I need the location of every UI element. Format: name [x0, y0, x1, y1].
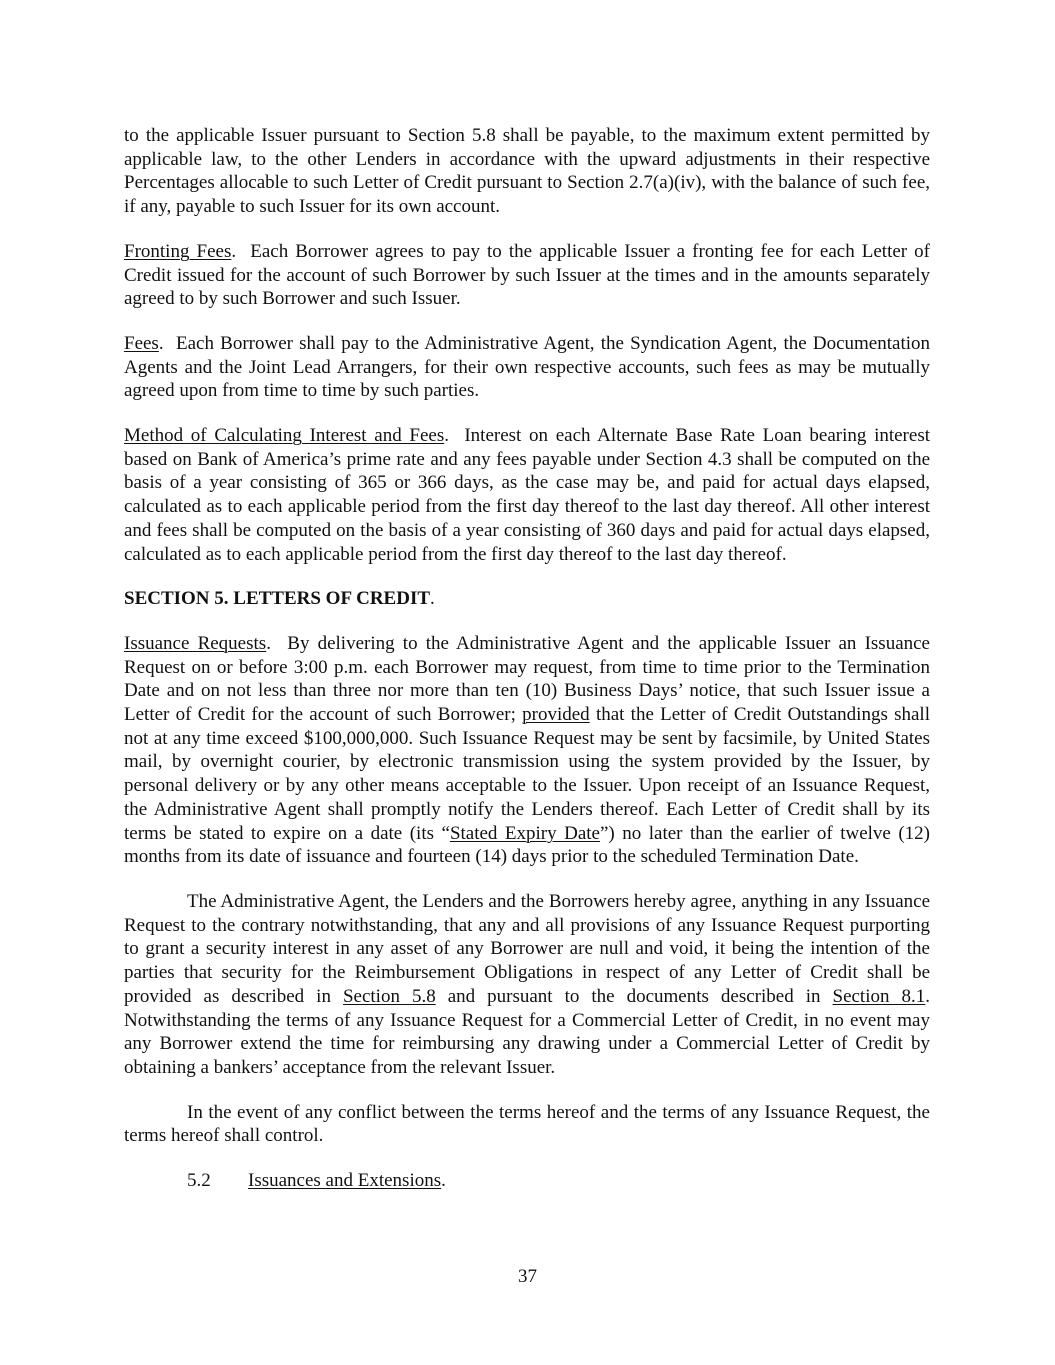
subsection-title-period: . [441, 1170, 446, 1192]
paragraph-text: Each Borrower agrees to pay to the applicable Issuer a fronting fee for each Letter of Credit issued for the account of such Borrower by such Issuer at the times and in the amounts separately agreed to by such Borrower and such Issuer. [124, 240, 931, 310]
reference-section-5-8: Section 5.8 [342, 985, 436, 1007]
document-page [124, 124, 930, 1193]
paragraph-security-interest [124, 890, 930, 1080]
section-heading [124, 587, 930, 611]
paragraph-conflict [124, 1101, 930, 1148]
section-heading-text: SECTION 5. LETTERS OF CREDIT [124, 588, 431, 610]
caption-method-of-calculating: Method of Calculating Interest and Fees [124, 425, 445, 447]
caption-fronting-fees: Fronting Fees [124, 240, 232, 262]
paragraph-text-c: ”) no later than the earlier of twelve (12) months from its date of issuance and fourteen (14) days prior to the scheduled Termination Date. [124, 822, 931, 868]
reference-section-8-1: Section 8.1 [832, 985, 926, 1007]
subsection-number: 5.2 [187, 1170, 211, 1192]
caption-fees: Fees [124, 332, 159, 354]
term-provided: provided [522, 704, 590, 726]
paragraph-text-a: The Administrative Agent, the Lenders and the Borrowers hereby agree, anything in any Issuance Request to the contrary notwithstanding, that any and all provisions of any Issuance Request purporting to grant a security interest in any asset of any Borrower are null and void, it being the intention of the parties that security for the Reimbursement Obligations in respect of any Letter of Credit shall be provided as described in [124, 890, 930, 1007]
paragraph-fronting-fees: Fronting Fees. Each Borrower agrees to pay to the applicable Issuer a fronting fee for each Letter of Credit issued for the account of such Borrower by such Issuer at the times and in the amounts separately agreed to by such Borrower and such Issuer. [124, 240, 931, 310]
paragraph-text-b: that the Letter of Credit Outstandings shall not at any time exceed $100,000,000. Such Issuance Request may be sent by facsimile, by United States mail, by overnight courier, by electronic transmission using the system provided by the Issuer, by personal delivery or by any other means acceptable to the Issuer. Upon receipt of an Issuance Request, the Administrative Agent shall promptly notify the Lenders thereof. Each Letter of Credit shall by its terms be stated to expire on a date (its “ [124, 704, 930, 844]
paragraph-text: In the event of any conflict between the terms hereof and the terms of any Issuance Request, the terms hereof shall control. [124, 1101, 930, 1147]
paragraph-fee-continuation [124, 124, 930, 219]
paragraph-issuance-requests: Issuance Requests. By delivering to the Administrative Agent and the applicable Issuer an Issuance Request on or before 3:00 p.m. each Borrower may request, from time to time prior to the Termination Date and on not less than three nor more than ten (10) Business Days’ notice, that such Issuer issue a Letter of Credit for the account of such Borrower; provided that the Letter of Credit Outstandings shall not at any time exceed $100,000,000. Such Issuance Request may be sent by facsimile, by United States mail, by overnight courier, by electronic transmission using the system provided by the Issuer, by personal delivery or by any other means acceptable to the Issuer. Upon receipt of an Issuance Request, the Administrative Agent shall promptly notify the Lenders thereof. Each Letter of Credit shall by its terms be stated to expire on a date (its “Stated Expiry Date”) no later than the earlier of twelve (12) months from its date of issuance and fourteen (14) days prior to the scheduled Termination Date. [124, 632, 931, 868]
subsection-5-2 [124, 1169, 930, 1193]
term-stated-expiry-date: Stated Expiry Date [449, 822, 600, 844]
subsection-title: Issuances and Extensions [248, 1170, 442, 1192]
caption-issuance-requests: Issuance Requests [124, 632, 267, 654]
paragraph-text: Each Borrower shall pay to the Administrative Agent, the Syndication Agent, the Documentation Agents and the Joint Lead Arrangers, for their own respective accounts, such fees as may be mutually agreed upon from time to time by such parties. [124, 332, 931, 402]
paragraph-text-b: and pursuant to the documents described in [435, 985, 833, 1007]
paragraph-text-c: . Notwithstanding the terms of any Issuance Request for a Commercial Letter of Credit, in no event may any Borrower extend the time for reimbursing any drawing under a Commercial Letter of Credit by obtaining a bankers’ acceptance from the relevant Issuer. [124, 985, 930, 1078]
page-number: 37 [518, 1266, 537, 1287]
paragraph-method-of-calculating: Method of Calculating Interest and Fees. Interest on each Alternate Base Rate Loan bearing interest based on Bank of America’s prime rate and any fees payable under Section 4.3 shall be computed on the basis of a year consisting of 365 or 366 days, as the case may be, and paid for actual days elapsed, calculated as to each applicable period from the first day thereof to the last day thereof. All other interest and fees shall be computed on the basis of a year consisting of 360 days and paid for actual days elapsed, calculated as to each applicable period from the first day thereof to the last day thereof. [124, 425, 930, 565]
paragraph-fees: Fees. Each Borrower shall pay to the Administrative Agent, the Syndication Agent, the Documentation Agents and the Joint Lead Arrangers, for their own respective accounts, such fees as may be mutually agreed upon from time to time by such parties. [124, 332, 931, 402]
paragraph-text: to the applicable Issuer pursuant to Section 5.8 shall be payable, to the maximum extent permitted by applicable law, to the other Lenders in accordance with the upward adjustments in their respective Percentages allocable to such Letter of Credit pursuant to Section 2.7(a)(iv), with the balance of such fee, if any, payable to such Issuer for its own account. [124, 125, 930, 218]
paragraph-text: Interest on each Alternate Base Rate Loan bearing interest based on Bank of America’s prime rate and any fees payable under Section 4.3 shall be computed on the basis of a year consisting of 365 or 366 days, as the case may be, and paid for actual days elapsed, calculated as to each applicable period from the first day thereof to the last day thereof. All other interest and fees shall be computed on the basis of a year consisting of 360 days and paid for actual days elapsed, calculated as to each applicable period from the first day thereof to the last day thereof. [124, 425, 930, 565]
paragraph-text-a: By delivering to the Administrative Agent and the applicable Issuer an Issuance Request on or before 3:00 p.m. each Borrower may request, from time to time prior to the Termination Date and on not less than three nor more than ten (10) Business Days’ notice, that such Issuer issue a Letter of Credit for the account of such Borrower; [124, 632, 930, 726]
section-heading-period: . [430, 588, 435, 610]
